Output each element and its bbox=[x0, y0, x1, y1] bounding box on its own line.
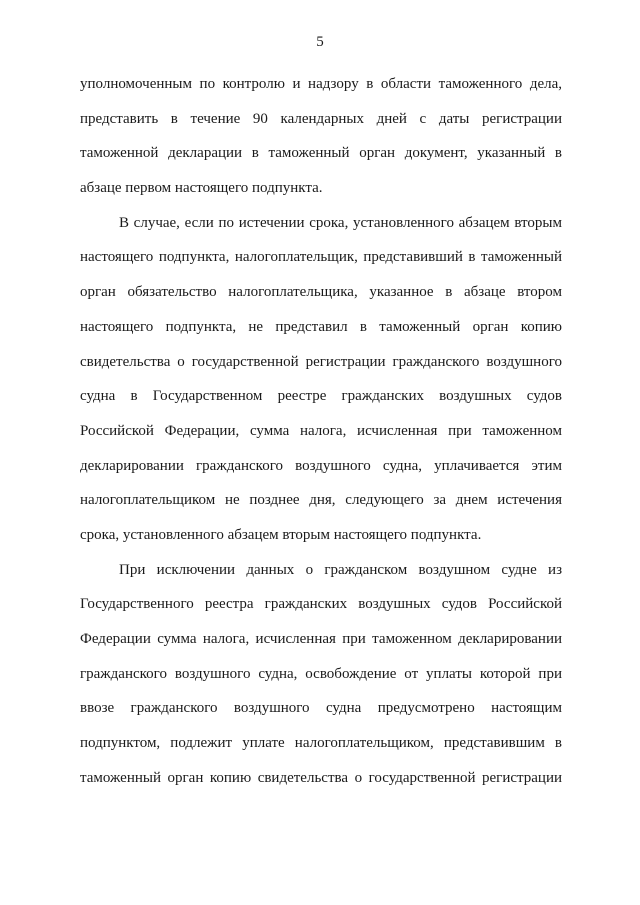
document-body bbox=[80, 67, 562, 795]
text-line: уполномоченным по контролю и надзору в области таможенного дела, bbox=[80, 76, 562, 92]
text-line: орган обязательство налогоплательщика, указанное в абзаце втором bbox=[80, 284, 562, 301]
text-line: В случае, если по истечении срока, установленного абзацем вторым bbox=[119, 214, 562, 231]
text-line: гражданского воздушного судна, освобождение от уплаты которой при bbox=[80, 665, 562, 682]
text-line: Российской Федерации, сумма налога, исчисленная при таможенном bbox=[80, 422, 562, 439]
text-line: представить в течение 90 календарных дней с даты регистрации bbox=[80, 110, 562, 127]
paragraph-3 bbox=[80, 553, 562, 796]
text-line: настоящего подпункта, налогоплательщик, представивший в таможенный bbox=[80, 249, 562, 266]
text-line: ввозе гражданского воздушного судна предусмотрено настоящим bbox=[80, 700, 562, 717]
text-line: судна в Государственном реестре гражданских воздушных судов bbox=[80, 388, 562, 405]
text-line: таможенной декларации в таможенный орган документ, указанный в bbox=[80, 145, 562, 162]
text-line: Федерации сумма налога, исчисленная при таможенном декларировании bbox=[80, 631, 562, 647]
page-number: 5 bbox=[316, 34, 324, 50]
text-line: При исключении данных о гражданском воздушном судне из bbox=[119, 561, 562, 578]
text-line: настоящего подпункта, не представил в таможенный орган копию bbox=[80, 318, 562, 335]
text-line: срока, установленного абзацем вторым настоящего подпункта. bbox=[80, 526, 482, 543]
text-line: декларировании гражданского воздушного судна, уплачивается этим bbox=[80, 457, 562, 474]
paragraph-2 bbox=[80, 206, 562, 553]
text-line: свидетельства о государственной регистрации гражданского воздушного bbox=[80, 353, 562, 370]
text-line: таможенный орган копию свидетельства о государственной регистрации bbox=[80, 769, 562, 786]
text-line: налогоплательщиком не позднее дня, следующего за днем истечения bbox=[80, 492, 562, 509]
text-line: подпунктом, подлежит уплате налогоплательщиком, представившим в bbox=[80, 735, 562, 752]
paragraph-1 bbox=[80, 67, 562, 206]
text-line: Государственного реестра гражданских воздушных судов Российской bbox=[80, 596, 562, 613]
text-line: абзаце первом настоящего подпункта. bbox=[80, 180, 323, 197]
